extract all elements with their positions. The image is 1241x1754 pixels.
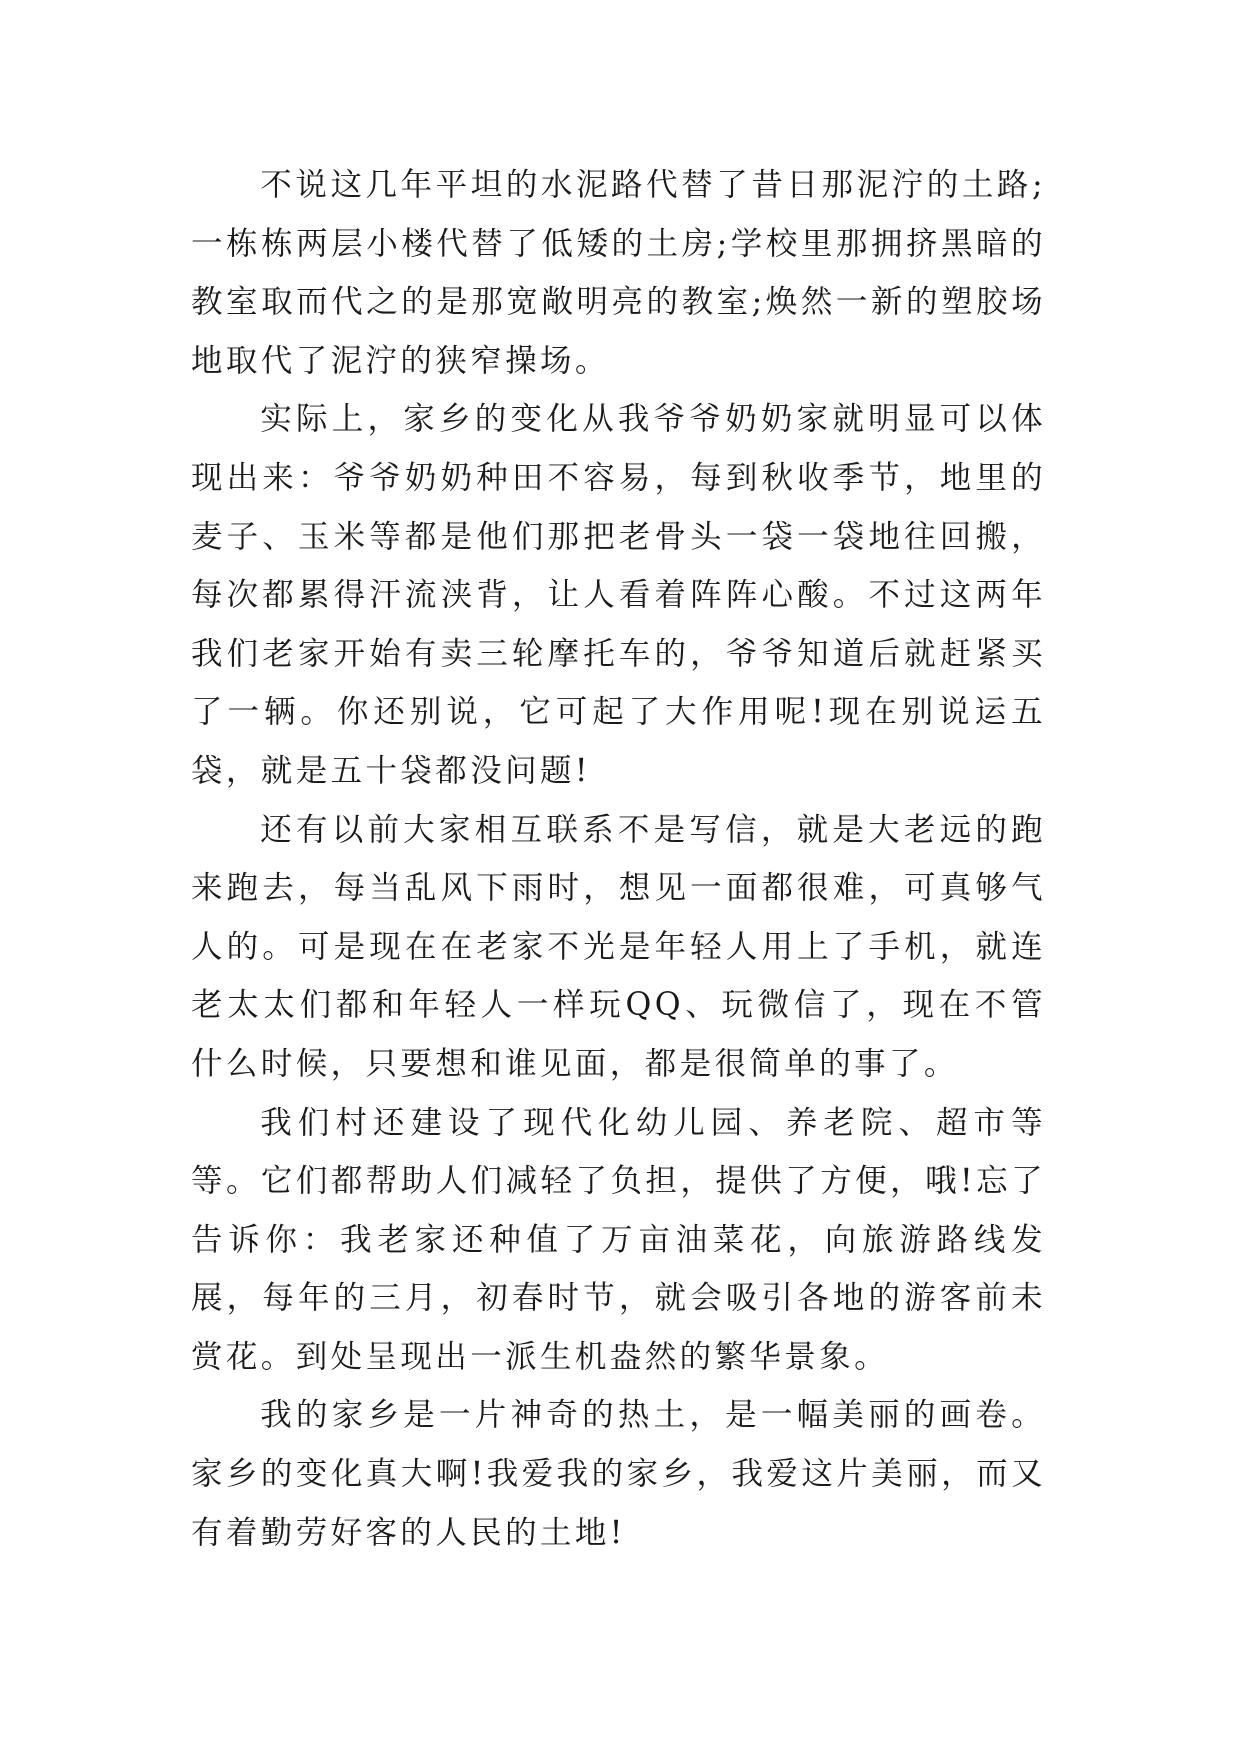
paragraph-1: 不说这几年平坦的水泥路代替了昔日那泥泞的土路;一栋栋两层小楼代替了低矮的土房;学校里那拥挤黑暗的教室取而代之的是那宽敞明亮的教室;焕然一新的塑胶场地取代了泥泞的狭窄操场。 <box>191 167 1046 379</box>
paragraph-5: 我的家乡是一片神奇的热土，是一幅美丽的画卷。家乡的变化真大啊!我爱我的家乡，我爱这片美丽，而又有着勤劳好客的人民的土地! <box>191 1397 1046 1551</box>
paragraph-2: 实际上，家乡的变化从我爷爷奶奶家就明显可以体现出来：爷爷奶奶种田不容易，每到秋收季节，地里的麦子、玉米等都是他们那把老骨头一袋一袋地往回搬，每次都累得汗流浃背，让人看着阵阵心酸。不过这两年我们老家开始有卖三轮摩托车的，爷爷知道后就赶紧买了一辆。你还别说，它可起了大作用呢!现在别说运五袋，就是五十袋都没问题! <box>191 401 1046 789</box>
paragraph-3: 还有以前大家相互联系不是写信，就是大老远的跑来跑去，每当乱风下雨时，想见一面都很难，可真够气人的。可是现在在老家不光是年轻人用上了手机，就连老太太们都和年轻人一样玩QQ、玩微信了，现在不管什么时候，只要想和谁见面，都是很简单的事了。 <box>191 811 1046 1082</box>
document-body <box>191 156 1046 1562</box>
paragraph-4: 我们村还建设了现代化幼儿园、养老院、超市等等。它们都帮助人们减轻了负担，提供了方便，哦!忘了告诉你：我老家还种值了万亩油菜花，向旅游路线发展，每年的三月，初春时节，就会吸引各地的游客前未赏花。到处呈现出一派生机盎然的繁华景象。 <box>191 1104 1046 1375</box>
